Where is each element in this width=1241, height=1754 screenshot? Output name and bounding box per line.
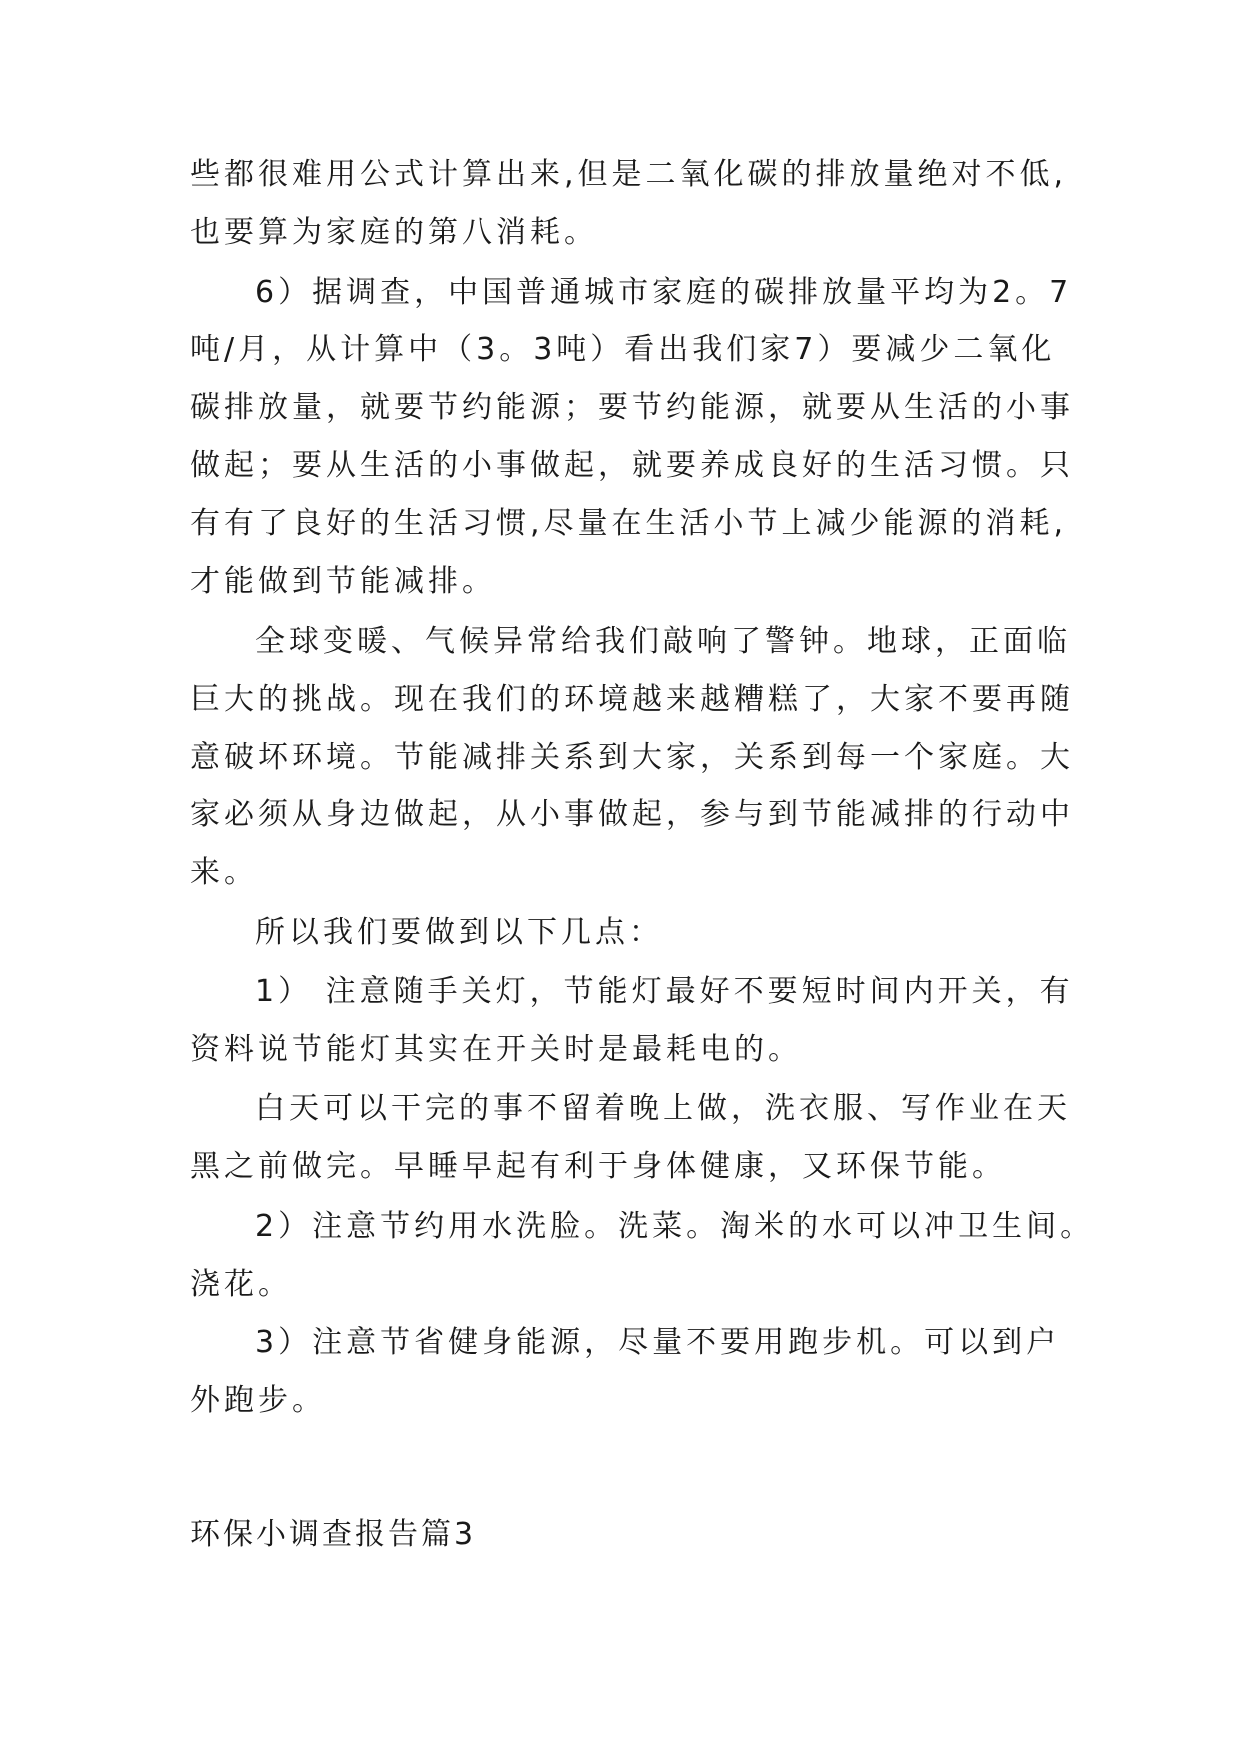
- text-line: 吨/月，从计算中（3。3吨）看出我们家7）要减少二氧化: [190, 332, 1056, 367]
- text-line: 也要算为家庭的第八消耗。: [190, 215, 598, 250]
- text-line: 6）据调查，中国普通城市家庭的碳排放量平均为2。7: [255, 275, 1073, 310]
- text-line: 白天可以干完的事不留着晚上做，洗衣服、写作业在天: [255, 1091, 1071, 1126]
- text-line: 做起；要从生活的小事做起，就要养成良好的生活习惯。只: [190, 448, 1074, 483]
- text-line: 巨大的挑战。现在我们的环境越来越糟糕了，大家不要再随: [190, 682, 1074, 717]
- text-line: 才能做到节能减排。: [190, 564, 496, 599]
- text-line: 资料说节能灯其实在开关时是最耗电的。: [190, 1032, 802, 1067]
- text-line: 意破坏环境。节能减排关系到大家，关系到每一个家庭。大: [190, 740, 1074, 775]
- text-line: 1） 注意随手关灯，节能灯最好不要短时间内开关，有: [255, 974, 1074, 1009]
- text-line: 有有了良好的生活习惯,尽量在生活小节上减少能源的消耗,: [190, 506, 1068, 541]
- text-line: 些都很难用公式计算出来,但是二氧化碳的排放量绝对不低,: [190, 157, 1068, 192]
- text-line: 所以我们要做到以下几点：: [255, 915, 663, 950]
- text-line: 碳排放量，就要节约能源；要节约能源，就要从生活的小事: [190, 390, 1074, 425]
- text-line: 黑之前做完。早睡早起有利于身体健康，又环保节能。: [190, 1149, 1006, 1184]
- text-line: 外跑步。: [190, 1383, 326, 1418]
- text-line: 全球变暖、气候异常给我们敲响了警钟。地球，正面临: [255, 624, 1071, 659]
- text-line: 2）注意节约用水洗脸。洗菜。淘米的水可以冲卫生间。: [255, 1209, 1095, 1244]
- text-line: 浇花。: [190, 1267, 292, 1302]
- text-line: 3）注意节省健身能源，尽量不要用跑步机。可以到户: [255, 1325, 1061, 1360]
- section-heading: 环保小调查报告篇3: [190, 1517, 477, 1552]
- text-line: 来。: [190, 855, 258, 890]
- text-line: 家必须从身边做起，从小事做起，参与到节能减排的行动中: [190, 797, 1074, 832]
